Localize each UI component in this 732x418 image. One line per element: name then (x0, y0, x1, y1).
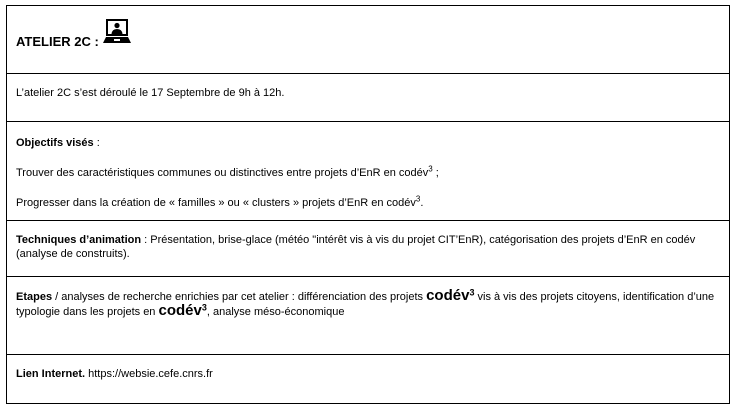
etapes-emphasis: codév (426, 287, 470, 304)
objectives-suffix: : (93, 137, 100, 149)
techniques-label: Techniques d’animation (16, 234, 142, 246)
objectives-heading (16, 136, 723, 150)
objective-end: . (420, 197, 424, 209)
date-row (7, 74, 729, 122)
link-label: Lien Internet. (16, 368, 86, 380)
objective-text: Trouver des caractéristiques communes ou distinctives entre projets d’EnR en codév (16, 167, 429, 179)
etapes-label: Etapes (16, 291, 53, 303)
footnote-marker: 3 (201, 302, 207, 313)
info-table (6, 5, 730, 404)
website-link[interactable]: https://websie.cefe.cnrs.fr (85, 368, 213, 380)
etapes-row (7, 277, 729, 355)
objective-item (16, 166, 723, 180)
objective-item (16, 196, 723, 210)
objective-text: Progresser dans la création de « familles » ou « clusters » projets d’EnR en codév (16, 197, 416, 209)
etapes-text: vis à vis des projets citoyens, identification d’une typologie dans les projets en (16, 291, 715, 318)
techniques-text: : Présentation, brise-glace (météo "intérêt vis à vis du projet CIT’EnR), catégorisation des projets d’EnR en codév (analyse de construits). (16, 234, 696, 260)
objectives-label: Objectifs visés (16, 137, 94, 149)
etapes-text: , analyse méso-économique (206, 306, 345, 318)
etapes-text: / analyses de recherche enrichies par cet atelier : différenciation des projets (52, 291, 427, 303)
techniques-row (7, 221, 729, 277)
header-row (7, 6, 729, 74)
page-title: ATELIER 2C : (16, 34, 99, 49)
date-text: L’atelier 2C s’est déroulé le 17 Septembre de 9h à 12h. (16, 87, 285, 99)
objective-end: ; (432, 167, 439, 179)
footnote-marker: 3 (415, 194, 421, 204)
etapes-emphasis: codév (158, 302, 202, 319)
footnote-marker: 3 (428, 164, 433, 174)
footnote-marker: 3 (469, 287, 475, 298)
laptop-user-icon (103, 18, 131, 44)
link-row (7, 355, 729, 403)
objectives-row (7, 122, 729, 221)
